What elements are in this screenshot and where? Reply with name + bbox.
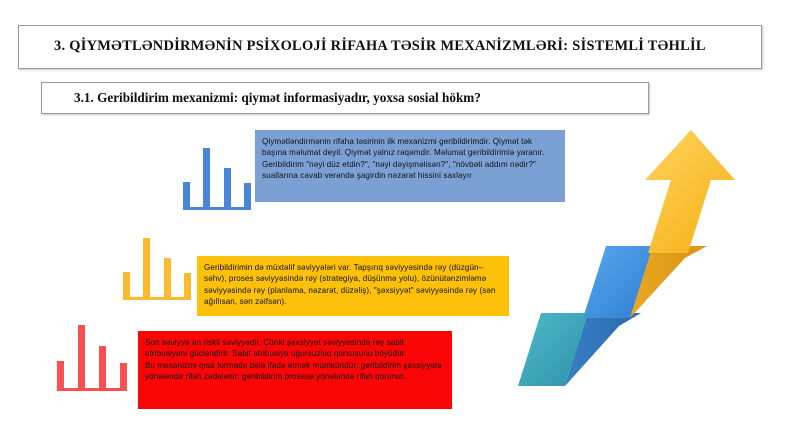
arrow-step-2 (583, 246, 653, 318)
note-block-red (138, 331, 452, 409)
bar-chart-baseline (123, 297, 191, 300)
arrow-step-3-fold (630, 246, 707, 318)
bar-chart-bar (203, 148, 210, 210)
bar-chart-bar (78, 325, 85, 391)
bar-chart-bar (57, 361, 64, 391)
bar-chart-bar (164, 258, 171, 300)
bar-chart-baseline (57, 388, 127, 391)
bar-chart-bar (123, 272, 130, 300)
note-yellow-text: Geribildirimin də müxtəlif səviyyələri var. Tapşırıq səviyyəsində rəy (düzgün–səhv), proses səviyyəsində rəy (strategiya, düşünmə yolu), özünütənzimləmə səviyyəsində rəy (planlama, nəzarət, düzəliş), "şəxsiyyət" səviyyəsində rəy (sən ağıllısan, sən zəifsən). (204, 263, 496, 307)
bar-chart-bar (244, 183, 251, 210)
bar-chart-icon-blue (183, 148, 251, 210)
bar-chart-bar (184, 273, 191, 300)
note-block-yellow (197, 256, 509, 316)
bar-chart-icon-yellow (123, 238, 191, 300)
slide-title-banner (18, 25, 762, 69)
note-blue-text: Qiymətləndirmənin rifaha təsirinin ilk mexanizmi geribildirimdir. Qiymət tək başına məlumat deyil. Qiymət yalnız rəqəmdir. Məlumat geribildirimlə yaranır. Geribildirim "nəyi düz etdin?", "nəyi dəyişməlisən?", "növbəti addım nədir?" suallarına cavab verəndə şagirdin nəzarət hissini saxlayır (262, 137, 545, 181)
bar-chart-baseline (183, 207, 251, 210)
bar-chart-bar (183, 182, 190, 210)
bar-chart-bar (143, 238, 150, 300)
slide-subtitle-banner (41, 82, 649, 114)
section-subtitle: 3.1. Geribildirim mexanizmi: qiymət informasiyadır, yoxsa sosial hökm? (74, 90, 481, 105)
note-block-blue (255, 130, 565, 202)
bar-chart-icon-red (57, 325, 127, 391)
note-red-text-line2: Bu mexanizmi qısa formada belə ifadə etmək mümkündür: geribildirim şəxsiyyətə yönələndə rifah zədələnir; geribildirim prosesə yönələndə rifah qorunur. (145, 360, 442, 382)
bar-chart-bar (224, 168, 231, 210)
arrow-step-2-fold (565, 313, 641, 386)
bar-chart-bar (99, 346, 106, 391)
bar-chart-bar (120, 363, 127, 391)
arrow-step-1 (518, 313, 588, 386)
page-title: 3. QİYMƏTLƏNDİRMƏNİN PSİXOLOJİ RİFAHA TƏSİR MEXANİZMLƏRİ: SİSTEMLİ TƏHLİL (54, 38, 706, 55)
note-red-text-line1: Son səviyyə ən riskli səviyyədir. Çünki şəxsiyyət səviyyəsində rəy sabit atribusiyanı gücləndirir. Sabit atribusiya uğursuzluq qorxusunu böyüdür. (145, 338, 407, 359)
arrow-step-3-head (645, 130, 735, 253)
